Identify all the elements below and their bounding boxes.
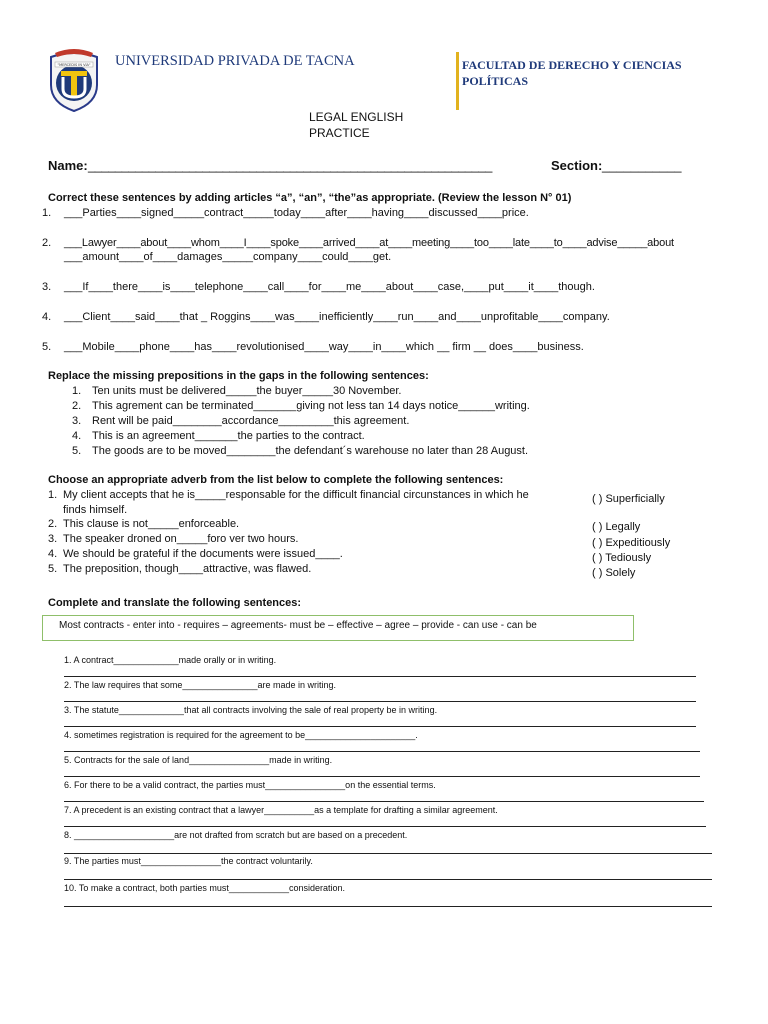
adverb-option-tediously[interactable]: ( ) Tediously [592, 552, 652, 564]
part2-item-number: 1. [72, 385, 82, 397]
adverb-option-superficially[interactable]: ( ) Superficially [592, 493, 665, 505]
part3-instruction: Choose an appropriate adverb from the list below to complete the following sentences: [48, 474, 504, 486]
faculty-name-line2: POLÍTICAS [462, 74, 529, 88]
part3-item-number: 2. [48, 518, 58, 530]
document-title-line1: LEGAL ENGLISH [309, 110, 404, 124]
part4-sentence: 9. The parties must________________the contract voluntarily. [64, 856, 313, 866]
faculty-name-line1: FACULTAD DE DERECHO Y CIENCIAS [462, 58, 682, 72]
part4-sentence: 10. To make a contract, both parties must____________consideration. [64, 883, 346, 893]
part4-sentence: 8. ____________________are not drafted from scratch but are based on a precedent. [64, 830, 408, 840]
answer-line[interactable] [64, 853, 712, 854]
answer-line[interactable] [64, 701, 696, 702]
adverb-option-legally[interactable]: ( ) Legally [592, 521, 641, 533]
part3-item-text: This clause is not_____enforceable. [63, 518, 240, 530]
name-blank[interactable]: ____________________________________________________________ [88, 158, 492, 173]
part1-item-text: ___Mobile____phone____has____revolutionised____way____in____which __ firm __ does____business. [64, 341, 584, 353]
part2-item-text: This agrement can be terminated_______giving not less tan 14 days notice______writing. [92, 400, 530, 412]
part1-item-text: ___If____there____is____telephone____call____for____me____about____case,____put____it____though. [64, 281, 595, 293]
part2-item-number: 3. [72, 415, 82, 427]
part4-sentence: 7. A precedent is an existing contract that a lawyer__________as a template for drafting a similar agreement. [64, 805, 498, 815]
adverb-option-solely[interactable]: ( ) Solely [592, 567, 636, 579]
part2-item-number: 5. [72, 445, 82, 457]
part1-item-text: ___Parties____signed_____contract_____today____after____having____discussed____price. [64, 207, 529, 219]
part4-sentence: 3. The statute_____________that all contracts involving the sale of real property be in writing. [64, 705, 438, 715]
answer-line[interactable] [64, 879, 712, 880]
part3-item-text: We should be grateful if the documents were issued____. [63, 548, 343, 560]
section-label: Section: [551, 158, 603, 173]
name-label: Name: [48, 158, 88, 173]
part4-sentence: 2. The law requires that some_______________are made in writing. [64, 680, 337, 690]
adverb-option-expeditiously[interactable]: ( ) Expeditiously [592, 537, 671, 549]
answer-line[interactable] [64, 826, 706, 827]
answer-line[interactable] [64, 676, 696, 677]
part1-item-text: ___Client____said____that _ Roggins____was____inefficiently____run____and____unprofitable____company. [64, 311, 610, 323]
part3-item-number: 1. [48, 489, 58, 501]
part1-item-text: ___Lawyer____about____whom____I____spoke____arrived____at____meeting____too____late____to____advise_____about [64, 237, 674, 249]
section-blank[interactable]: ___________ [602, 158, 682, 173]
part2-item-number: 2. [72, 400, 82, 412]
svg-text:"MERCEDIS IN VIA": "MERCEDIS IN VIA" [57, 63, 91, 67]
part3-item-text: The preposition, though____attractive, was flawed. [63, 563, 312, 575]
answer-line[interactable] [64, 776, 700, 777]
part2-item-text: Ten units must be delivered_____the buyer_____30 November. [92, 385, 402, 397]
part1-item-number: 5. [42, 341, 52, 353]
university-logo [47, 47, 101, 113]
part4-instruction: Complete and translate the following sentences: [48, 597, 302, 609]
part2-instruction: Replace the missing prepositions in the gaps in the following sentences: [48, 370, 429, 382]
part1-item-number: 4. [42, 311, 52, 323]
answer-line[interactable] [64, 906, 712, 907]
part3-item-text: My client accepts that he is_____responsable for the difficult financial circunstances in which he [63, 489, 529, 501]
faculty-accent-bar [456, 52, 459, 110]
part4-sentence: 1. A contract_____________made orally or in writing. [64, 655, 277, 665]
answer-line[interactable] [64, 801, 704, 802]
answer-line[interactable] [64, 751, 700, 752]
part3-item-text: The speaker droned on_____foro ver two hours. [63, 533, 299, 545]
part2-item-text: The goods are to be moved________the defendant´s warehouse no later than 28 August. [92, 445, 529, 457]
part4-sentence: 6. For there to be a valid contract, the parties must________________on the essential terms. [64, 780, 436, 790]
part2-item-text: This is an agreement_______the parties to the contract. [92, 430, 365, 442]
part2-item-number: 4. [72, 430, 82, 442]
part2-item-text: Rent will be paid________accordance_________this agreement. [92, 415, 410, 427]
document-title-line2: PRACTICE [309, 126, 370, 140]
part3-item-number: 4. [48, 548, 58, 560]
part3-item-number: 3. [48, 533, 58, 545]
part1-item-text-continued: ___amount____of____damages_____company____could____get. [64, 251, 392, 263]
part1-item-number: 2. [42, 237, 52, 249]
part1-item-number: 1. [42, 207, 52, 219]
part3-item-number: 5. [48, 563, 58, 575]
part4-sentence: 4. sometimes registration is required for the agreement to be______________________. [64, 730, 418, 740]
university-name: UNIVERSIDAD PRIVADA DE TACNA [115, 53, 355, 69]
word-bank-box [42, 615, 634, 641]
part3-item-text-continued: finds himself. [63, 504, 128, 516]
answer-line[interactable] [64, 726, 696, 727]
part4-sentence: 5. Contracts for the sale of land________________made in writing. [64, 755, 333, 765]
part1-instruction: Correct these sentences by adding articles “a”, “an”, “the”as appropriate. (Review the lesson N° 01) [48, 192, 572, 204]
word-bank-text: Most contracts - enter into - requires – agreements- must be – effective – agree – provide - can use - can be [59, 620, 537, 631]
part1-item-number: 3. [42, 281, 52, 293]
